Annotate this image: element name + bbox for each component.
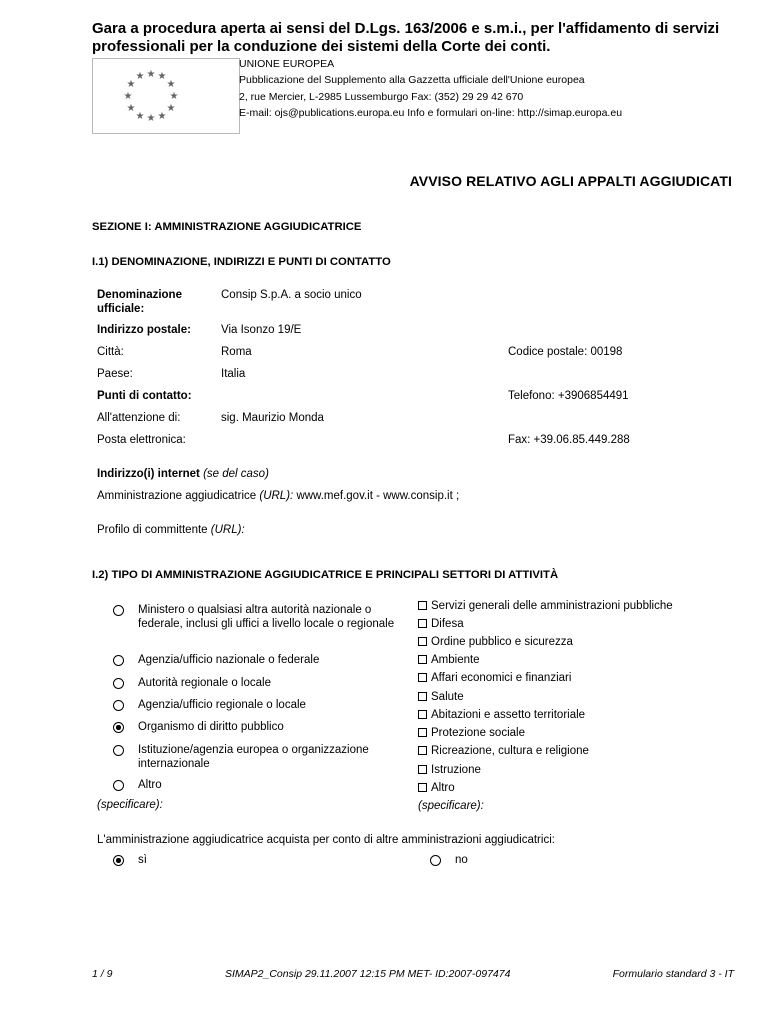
section-heading: SEZIONE I: AMMINISTRAZIONE AGGIUDICATRICE xyxy=(92,221,362,233)
checkbox-sector-1[interactable] xyxy=(418,619,427,628)
checkbox-sector-5[interactable] xyxy=(418,692,427,701)
radio-type-5[interactable] xyxy=(113,745,124,756)
field-label-name: Denominazione ufficiale: xyxy=(97,289,182,315)
checkbox-label-sector-4: Affari economici e finanziari xyxy=(431,672,572,684)
svg-text:★: ★ xyxy=(123,91,133,102)
radio-label-type-0: Ministero o qualsiasi altra autorità nazionale o federale, inclusi gli uffici a livello locale o regionale xyxy=(138,604,395,630)
field-phone: Telefono: +3906854491 xyxy=(508,390,629,402)
footer-page-number: 1 / 9 xyxy=(92,968,113,980)
radio-type-0[interactable] xyxy=(113,605,124,616)
field-value-name: Consip S.p.A. a socio unico xyxy=(221,289,362,301)
field-label-attention: All'attenzione di: xyxy=(97,412,181,424)
svg-text:★: ★ xyxy=(146,69,156,80)
svg-text:★: ★ xyxy=(166,103,176,114)
field-value-country: Italia xyxy=(221,368,246,380)
checkbox-label-sector-3: Ambiente xyxy=(431,654,480,666)
field-label-email: Posta elettronica: xyxy=(97,434,186,446)
radio-type-3[interactable] xyxy=(113,700,124,711)
field-label-country: Paese: xyxy=(97,368,133,380)
checkbox-label-sector-0: Servizi generali delle amministrazioni pubbliche xyxy=(431,600,673,612)
radio-type-6[interactable] xyxy=(113,780,124,791)
checkbox-label-sector-5: Salute xyxy=(431,691,464,703)
radio-label-behalf-no: no xyxy=(455,854,468,866)
sector-specify-label: (specificare): xyxy=(418,800,484,812)
checkbox-label-sector-1: Difesa xyxy=(431,618,464,630)
checkbox-sector-7[interactable] xyxy=(418,728,427,737)
footer-doc-id: SIMAP2_Consip 29.11.2007 12:15 PM MET- ID:2007-097474 xyxy=(225,968,511,980)
subsection-heading-type: I.2) TIPO DI AMMINISTRAZIONE AGGIUDICATRICE E PRINCIPALI SETTORI DI ATTIVITÀ xyxy=(92,569,559,581)
checkbox-sector-6[interactable] xyxy=(418,710,427,719)
eu-name: UNIONE EUROPEA xyxy=(239,58,335,70)
eu-stars-icon xyxy=(93,59,239,133)
svg-text:★: ★ xyxy=(157,71,167,82)
checkbox-label-sector-7: Protezione sociale xyxy=(431,727,525,739)
subsection-heading-contacts: I.1) DENOMINAZIONE, INDIRIZZI E PUNTI DI CONTATTO xyxy=(92,256,391,268)
checkbox-label-sector-10: Altro xyxy=(431,782,455,794)
field-value-attention: sig. Maurizio Monda xyxy=(221,412,324,424)
checkbox-label-sector-2: Ordine pubblico e sicurezza xyxy=(431,636,573,648)
eu-address: 2, rue Mercier, L-2985 Lussemburgo Fax: (352) 29 29 42 670 xyxy=(239,90,524,103)
behalf-question: L'amministrazione aggiudicatrice acquista per conto di altre amministrazioni aggiudicatrici: xyxy=(97,834,555,846)
buyer-profile-row: Profilo di committente (URL): xyxy=(97,524,245,536)
checkbox-sector-2[interactable] xyxy=(418,637,427,646)
eu-publication: Pubblicazione del Supplemento alla Gazzetta ufficiale dell'Unione europea xyxy=(239,74,585,87)
checkbox-sector-0[interactable] xyxy=(418,601,427,610)
radio-type-1[interactable] xyxy=(113,655,124,666)
radio-label-type-5: Istituzione/agenzia europea o organizzazione internazionale xyxy=(138,744,369,770)
radio-label-type-1: Agenzia/ufficio nazionale o federale xyxy=(138,654,320,666)
footer-form-name: Formulario standard 3 - IT xyxy=(612,968,734,980)
svg-text:★: ★ xyxy=(157,111,167,122)
svg-text:★: ★ xyxy=(126,79,136,90)
radio-label-behalf-yes: sì xyxy=(138,854,147,866)
svg-text:★: ★ xyxy=(135,111,145,122)
radio-label-type-2: Autorità regionale o locale xyxy=(138,677,271,689)
checkbox-sector-8[interactable] xyxy=(418,746,427,755)
radio-type-2[interactable] xyxy=(113,678,124,689)
checkbox-sector-3[interactable] xyxy=(418,655,427,664)
notice-title: AVVISO RELATIVO AGLI APPALTI AGGIUDICATI xyxy=(409,173,732,189)
eu-publisher-info xyxy=(239,56,622,121)
internet-heading: Indirizzo(i) internet (se del caso) xyxy=(97,468,269,480)
type-specify-label: (specificare): xyxy=(97,799,163,811)
checkbox-sector-4[interactable] xyxy=(418,673,427,682)
radio-label-type-3: Agenzia/ufficio regionale o locale xyxy=(138,699,306,711)
radio-type-4[interactable] xyxy=(113,722,124,733)
radio-label-type-6: Altro xyxy=(138,779,162,791)
field-postal-code: Codice postale: 00198 xyxy=(508,346,623,358)
field-fax: Fax: +39.06.85.449.288 xyxy=(508,434,630,446)
checkbox-label-sector-6: Abitazioni e assetto territoriale xyxy=(431,709,586,721)
checkbox-label-sector-8: Ricreazione, cultura e religione xyxy=(431,745,589,757)
svg-text:★: ★ xyxy=(135,71,145,82)
checkbox-sector-9[interactable] xyxy=(418,765,427,774)
radio-behalf-no[interactable] xyxy=(430,855,441,866)
svg-text:★: ★ xyxy=(146,113,156,124)
admin-url-link[interactable]: www.mef.gov.it - www.consip.it ; xyxy=(296,490,460,502)
admin-url-row: Amministrazione aggiudicatrice (URL): www.mef.gov.it - www.consip.it ; xyxy=(97,490,460,502)
field-label-city: Città: xyxy=(97,346,124,358)
field-value-address: Via Isonzo 19/E xyxy=(221,324,302,336)
svg-text:★: ★ xyxy=(166,79,176,90)
radio-behalf-yes[interactable] xyxy=(113,855,124,866)
field-label-contact: Punti di contatto: xyxy=(97,390,192,402)
checkbox-sector-10[interactable] xyxy=(418,783,427,792)
svg-text:★: ★ xyxy=(126,103,136,114)
field-label-address: Indirizzo postale: xyxy=(97,324,191,336)
checkbox-label-sector-9: Istruzione xyxy=(431,764,481,776)
radio-label-type-4: Organismo di diritto pubblico xyxy=(138,721,284,733)
svg-text:★: ★ xyxy=(169,91,179,102)
eu-flag-logo xyxy=(92,58,240,134)
document-title: Gara a procedura aperta ai sensi del D.Lgs. 163/2006 e s.m.i., per l'affidamento di servizi professionali per la conduzione dei sistemi della Corte dei conti. xyxy=(92,20,720,55)
eu-contact: E-mail: ojs@publications.europa.eu Info e formulari on-line: http://simap.europa.eu xyxy=(239,106,623,119)
field-value-city: Roma xyxy=(221,346,252,358)
